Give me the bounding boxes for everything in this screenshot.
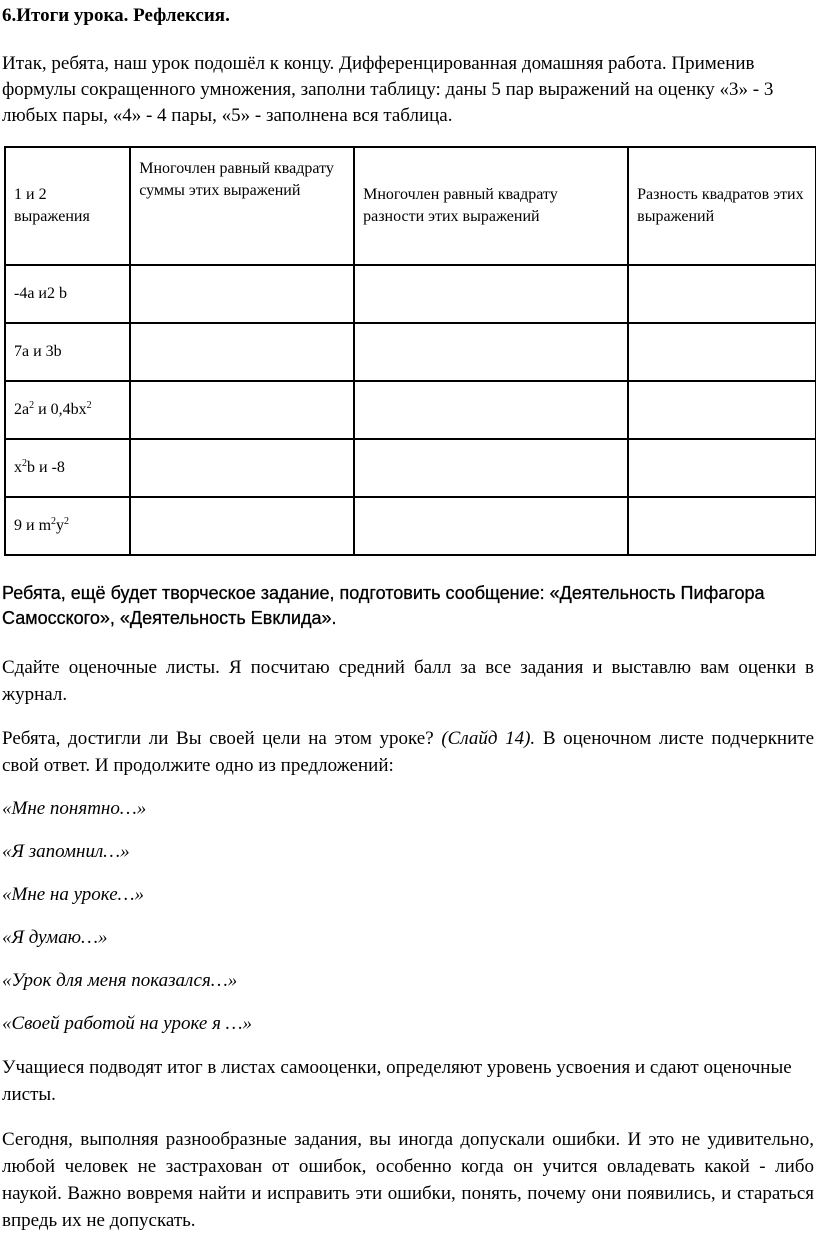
answer-cell[interactable] <box>628 381 816 439</box>
header-difference-of-squares: Разность квадратов этих выражений <box>628 147 816 265</box>
answer-cell[interactable] <box>354 439 628 497</box>
answer-cell[interactable] <box>354 265 628 323</box>
goal-paragraph <box>2 725 814 779</box>
header-square-of-sum: Многочлен равный квадрату суммы этих выражений <box>130 147 354 265</box>
table-header-row <box>5 147 816 265</box>
quote-item: «Я запомнил…» <box>2 841 130 862</box>
answer-cell[interactable] <box>354 497 628 555</box>
expression-pair-cell: $2a^2$ и $0,4bx^2$ <box>5 381 130 439</box>
intro-paragraph: Итак, ребята, наш урок подошёл к концу. Дифференцированная домашняя работа. Применив формулы сокращенного умножения, заполни таблицу: даны 5 пар выражений на оценку «3» - 3 любых пары, «4» - 4 пары, «5» - заполнена вся таблица. <box>2 53 774 126</box>
header-square-of-difference: Многочлен равный квадрату разности этих выражений <box>354 147 628 265</box>
expression-pair-cell: $x^2b$ и -8 <box>5 439 130 497</box>
answer-cell[interactable] <box>628 265 816 323</box>
table-row <box>5 497 816 555</box>
answer-cell[interactable] <box>130 265 354 323</box>
handin-paragraph: Сдайте оценочные листы. Я посчитаю средний балл за все задания и выставлю вам оценки в журнал. <box>2 657 814 705</box>
answer-cell[interactable] <box>628 497 816 555</box>
answer-cell[interactable] <box>130 497 354 555</box>
homework-table <box>4 146 816 556</box>
answer-cell[interactable] <box>130 439 354 497</box>
answer-cell[interactable] <box>130 323 354 381</box>
creative-task-paragraph: Ребята, ещё будет творческое задание, подготовить сообщение: «Деятельность Пифагора Самосского», «Деятельность Евклида». <box>2 583 765 628</box>
students-paragraph: Учащиеся подводят итог в листах самооценки, определяют уровень усвоения и сдают оценочные листы. <box>2 1057 792 1105</box>
answer-cell[interactable] <box>628 439 816 497</box>
section-heading: 6.Итоги урока. Рефлексия. <box>2 5 230 26</box>
slide-reference: (Слайд 14). <box>441 728 536 749</box>
quote-item: «Урок для меня показался…» <box>2 970 238 991</box>
goal-question: Ребята, достигли ли Вы своей цели на этом уроке? <box>2 728 442 749</box>
answer-cell[interactable] <box>354 323 628 381</box>
answer-cell[interactable] <box>130 381 354 439</box>
expression-pair-cell: 7a и 3b <box>5 323 130 381</box>
goal-instruction: В оценочном листе подчеркните свой ответ. И продолжите одно из предложений: <box>2 728 814 776</box>
table-row <box>5 323 816 381</box>
table-row <box>5 439 816 497</box>
closing-paragraph: Сегодня, выполняя разнообразные задания, вы иногда допускали ошибки. И это не удивительно, любой человек не застрахован от ошибок, особенно когда он учится овладевать какой - либо наукой. Важно вовремя найти и исправить эти ошибки, понять, почему они появились, и стараться впредь их не допускать. <box>2 1129 814 1231</box>
answer-cell[interactable] <box>628 323 816 381</box>
expression-pair-cell: -4a и2 b <box>5 265 130 323</box>
table-row <box>5 265 816 323</box>
header-expressions: 1 и 2 выражения <box>5 147 130 265</box>
quote-item: «Я думаю…» <box>2 927 108 948</box>
quote-item: «Своей работой на уроке я …» <box>2 1013 253 1034</box>
quote-item: «Мне на уроке…» <box>2 884 145 905</box>
expression-pair-cell: 9 и $m^2y^2$ <box>5 497 130 555</box>
table-row <box>5 381 816 439</box>
quote-item: «Мне понятно…» <box>2 798 147 819</box>
answer-cell[interactable] <box>354 381 628 439</box>
